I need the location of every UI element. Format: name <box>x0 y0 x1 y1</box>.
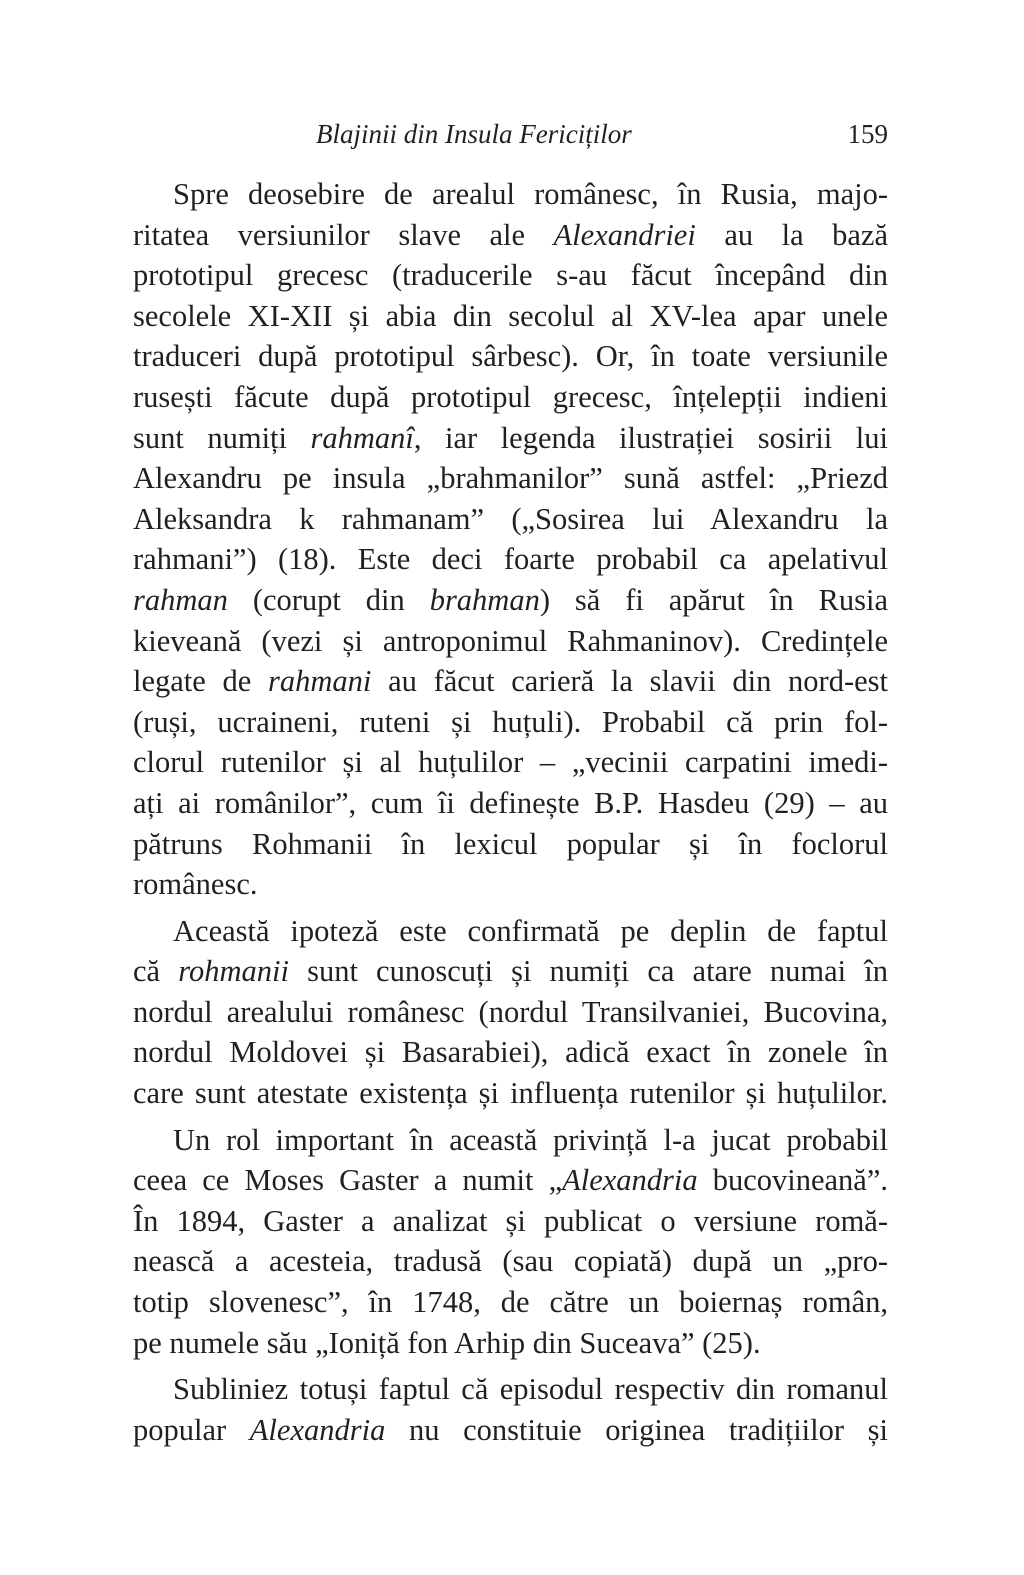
text-line: nordul Moldovei și Basarabiei), adică exact în zonele în <box>133 1035 888 1070</box>
text-line: legate de rahmani au făcut carieră la slavii din nord-est <box>133 664 888 699</box>
text-line: sunt numiți rahmanî, iar legenda ilustrației sosirii lui <box>133 420 888 455</box>
text-line: Aleksandra k rahmanam” („Sosirea lui Alexandru la <box>133 501 888 536</box>
text-line: Spre deosebire de arealul românesc, în Rusia, majo- <box>173 177 888 211</box>
text-line: pătruns Rohmanii în lexicul popular și în foclorul <box>133 826 888 861</box>
text-line: nească a acesteia, tradusă (sau copiată) după un „pro- <box>133 1244 888 1279</box>
text-line: popular Alexandria nu constituie originea tradițiilor și <box>133 1412 888 1447</box>
italic-term: Alexandriei <box>553 217 696 252</box>
text-line: clorul rutenilor și al huțulilor – „vecinii carpatini imedi- <box>133 745 888 780</box>
text-line: Un rol important în această privință l-a jucat probabil <box>173 1122 888 1157</box>
paragraph <box>133 174 888 905</box>
italic-term: Alexandria <box>562 1163 698 1198</box>
italic-term: rahmanî <box>310 420 414 455</box>
italic-term: rohmanii <box>178 954 289 989</box>
text-line: secolele XI-XII și abia din secolul al XV-lea apar unele <box>133 298 888 333</box>
text-line: kieveană (vezi și antroponimul Rahmaninov). Credințele <box>133 623 888 658</box>
page-header <box>133 114 888 154</box>
text-line: pe numele său „Ioniță fon Arhip din Suceava” (25). <box>133 1325 761 1360</box>
text-line: românesc. <box>133 867 258 902</box>
text-line: nordul arealului românesc (nordul Transilvaniei, Bucovina, <box>133 994 888 1029</box>
paragraph <box>133 911 888 1114</box>
text-line: prototipul grecesc (traducerile s-au făcut începând din <box>133 258 888 293</box>
italic-term: Alexandria <box>249 1412 386 1447</box>
text-line: că rohmanii sunt cunoscuți și numiți ca atare numai în <box>133 954 888 989</box>
text-line: care sunt atestate existența și influența rutenilor și huțulilor. <box>133 1076 888 1111</box>
italic-term: rahmani <box>268 664 372 699</box>
italic-term: brahman <box>429 582 540 617</box>
text-line: Această ipoteză este confirmată pe deplin de faptul <box>173 913 888 948</box>
text-line: Subliniez totuși faptul că episodul respectiv din romanul <box>173 1372 888 1407</box>
italic-term: rahman <box>133 582 228 617</box>
text-line: Alexandru pe insula „brahmanilor” sună astfel: „Priezd <box>133 461 888 496</box>
text-line: (ruși, ucraineni, ruteni și huțuli). Probabil că prin fol- <box>133 704 888 739</box>
text-line: ceea ce Moses Gaster a numit „Alexandria bucovineană”. <box>133 1163 888 1198</box>
text-line: traduceri după prototipul sârbesc). Or, în toate versiunile <box>133 339 888 374</box>
text-line: rahman (corupt din brahman) să fi apărut în Rusia <box>133 582 888 617</box>
text-line: ați ai românilor”, cum îi definește B.P. Hasdeu (29) – au <box>133 785 888 820</box>
running-title: Blajinii din Insula Fericiților <box>316 119 632 149</box>
paragraph <box>133 1369 888 1450</box>
text-line: ritatea versiunilor slave ale Alexandriei au la bază <box>133 217 888 252</box>
text-line: În 1894, Gaster a analizat și publicat o versiune romă- <box>133 1203 888 1238</box>
page-body <box>133 174 888 1450</box>
text-line: rusești făcute după prototipul grecesc, înțelepții indieni <box>133 379 888 414</box>
text-line: totip slovenesc”, în 1748, de către un boiernaș român, <box>133 1285 888 1320</box>
page-number: 159 <box>847 119 888 149</box>
paragraph <box>133 1120 888 1364</box>
text-line: rahmani”) (18). Este deci foarte probabil ca apelativul <box>133 542 888 577</box>
